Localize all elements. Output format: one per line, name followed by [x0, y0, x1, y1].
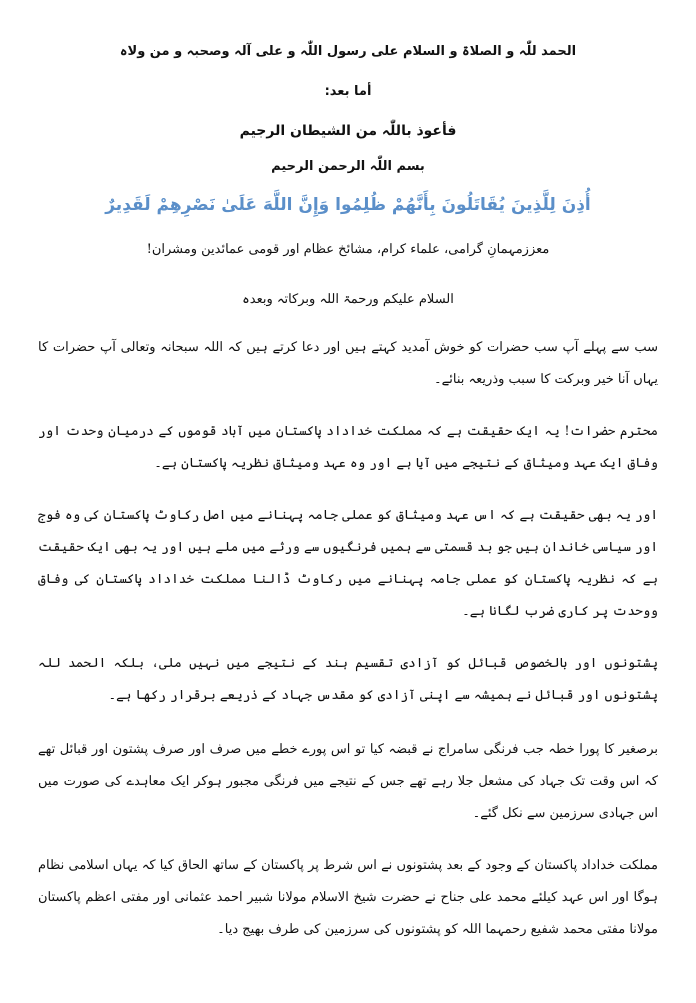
paragraph: برصغیر کا پورا خطہ جب فرنگی سامراج نے قبضہ کیا تو اس پورے خطے میں صرف اور صرف پشتون اور قبائل تھے کہ اس وقت تک جہاد کی مشعل جلا رہے تھے جس کے نتیجے میں فرنگی مجبور ہوکر ایک معاہدے کی صورت میں اس جہادی سرزمین سے نکل گئے۔	[38, 742, 658, 821]
paragraph: پشتونوں اور بالخصوص قبائل کو آزادی تقسیم ہند کے نتیجے میں نہیں ملی، بلکہ الحمد للہ پشتونوں اور قبائل نے ہمیشہ سے اپنی آزادی کو مقدس جہاد کے ذریعے برقرار رکھا ہے۔	[38, 656, 658, 703]
paragraph: اور یہ بھی حقیقت ہے کہ اس عہد ومیثاق کو عملی جامہ پہنانے میں اصل رکاوٹ پاکستان کی وہ فوج اور سیاسی خاندان ہیں جو بد قسمتی سے ہمیں فرنگیوں سے ورثے میں ملے ہیں اور یہ بھی ایک حقیقت ہے کہ نظریہ پاکستان کو عملی جامہ پہنانے میں رکاوٹ ڈالنا مملکت خداداد پاکستان کی وفاق ووحدت پر کاری ضرب لگانا ہے۔	[38, 508, 658, 619]
quran-verse: أُذِنَ لِلَّذِينَ يُقَاتَلُونَ بِأَنَّهُمْ ظُلِمُوا وَإِنَّ اللَّهَ عَلَىٰ نَصْرِهِمْ لَقَدِيرٌ	[105, 195, 591, 215]
salam: السلام علیکم ورحمۃ اللہ وبرکاتہ وبعدہ	[242, 292, 454, 307]
taawwuz: فأعوذ باللّٰہ من الشیطان الرجیم	[239, 123, 457, 139]
opening-praise: الحمد للّٰہ و الصلاۃ و السلام علی رسول اللّٰہ و علی آلہ وصحبہ و من ولاہ	[119, 44, 577, 59]
amma-bad: أما بعد:	[324, 84, 372, 99]
paragraph: مملکت خداداد پاکستان کے وجود کے بعد پشتونوں نے اس شرط پر پاکستان کے ساتھ الحاق کیا کہ یہاں اسلامی نظام ہوگا اور اس عہد کیلئے محمد علی جناح نے حضرت شیخ الاسلام مولانا شبیر احمد عثمانی اور مفتی اعظم پاکستان مولانا مفتی محمد شفیع رحمہما اللہ کو پشتونوں کی سرزمین کی طرف بھیج دیا۔	[38, 858, 658, 937]
paragraph: سب سے پہلے آپ سب حضرات کو خوش آمدید کہتے ہیں اور دعا کرتے ہیں کہ اللہ سبحانہ وتعالی آپ حضرات کا یہاں آنا خیر وبرکت کا سبب وذریعہ بنائے۔	[38, 340, 658, 387]
salutation: معززمہمانِ گرامی، علماء کرام، مشائخ عظام اور قومی عمائدین ومشران!	[146, 242, 550, 257]
paragraph: محترم حضرات! یہ ایک حقیقت ہے کہ مملکت خداداد پاکستان میں آباد قوموں کے درمیان وحدت اور وفاق ایک عہد ومیثاق کے نتیجے میں آیا ہے اور وہ عہد ومیثاق نظریہ پاکستان ہے۔	[38, 424, 658, 471]
basmala: بسم اللّٰہ الرحمن الرحیم	[271, 159, 425, 174]
